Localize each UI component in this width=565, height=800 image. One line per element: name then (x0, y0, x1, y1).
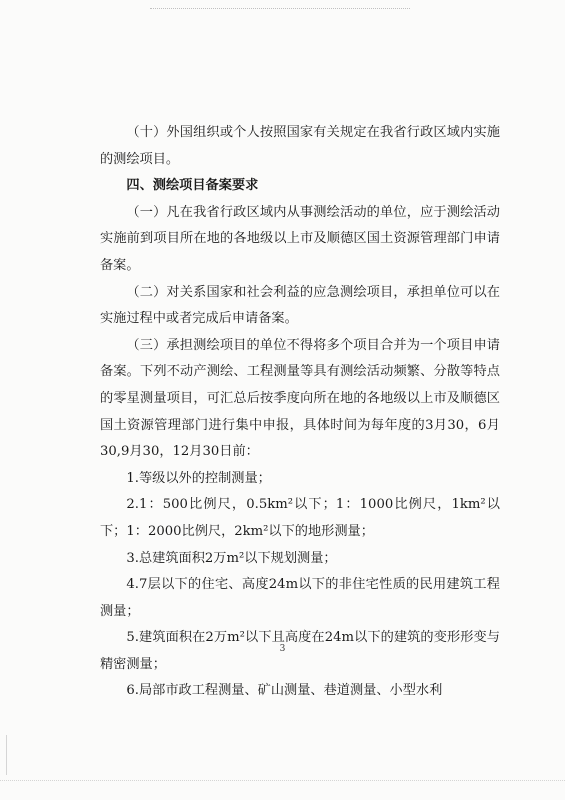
scan-artifact-top (150, 8, 410, 11)
list-item-6: 6.局部市政工程测量、矿山测量、巷道测量、小型水利 (126, 683, 443, 699)
document-body (100, 120, 500, 705)
list-item-4: 4.7层以下的住宅、高度24m以下的非住宅性质的民用建筑工程测量； (100, 577, 500, 619)
list-item-5: 5.建筑面积在2万m²以下且高度在24m以下的建筑的变形形变与精密测量； (100, 630, 500, 672)
section-heading-filing-requirements: 四、测绘项目备案要求 (126, 178, 259, 194)
paragraph-filing-3: （三）承担测绘项目的单位不得将多个项目合并为一个项目申请备案。下列不动产测绘、工程测量等具有测绘活动频繁、分散等特点的零星测量项目，可汇总后按季度向所在地的各地级以上市及顺德区国土资源管理部门进行集中申报，具体时间为每年度的3月30，6月30,9月30，12月30日前： (100, 337, 500, 460)
scan-artifact-bottom (0, 780, 565, 782)
list-item-1: 1.等级以外的控制测量； (126, 470, 271, 486)
list-item-3: 3.总建筑面积2万m²以下规划测量； (126, 550, 337, 566)
scan-artifact-left (6, 735, 7, 775)
page-number: 3 (279, 644, 286, 654)
list-item-2: 2.1：500比例尺，0.5km²以下；1：1000比例尺，1km²以下；1：2000比例尺，2km²以下的地形测量； (100, 497, 500, 539)
paragraph-item-10: （十）外国组织或个人按照国家有关规定在我省行政区域内实施的测绘项目。 (100, 125, 500, 167)
paragraph-filing-1: （一）凡在我省行政区域内从事测绘活动的单位，应于测绘活动实施前到项目所在地的各地级以上市及顺德区国土资源管理部门申请备案。 (100, 204, 500, 273)
paragraph-filing-2: （二）对关系国家和社会利益的应急测绘项目，承担单位可以在实施过程中或者完成后申请备案。 (100, 284, 500, 327)
